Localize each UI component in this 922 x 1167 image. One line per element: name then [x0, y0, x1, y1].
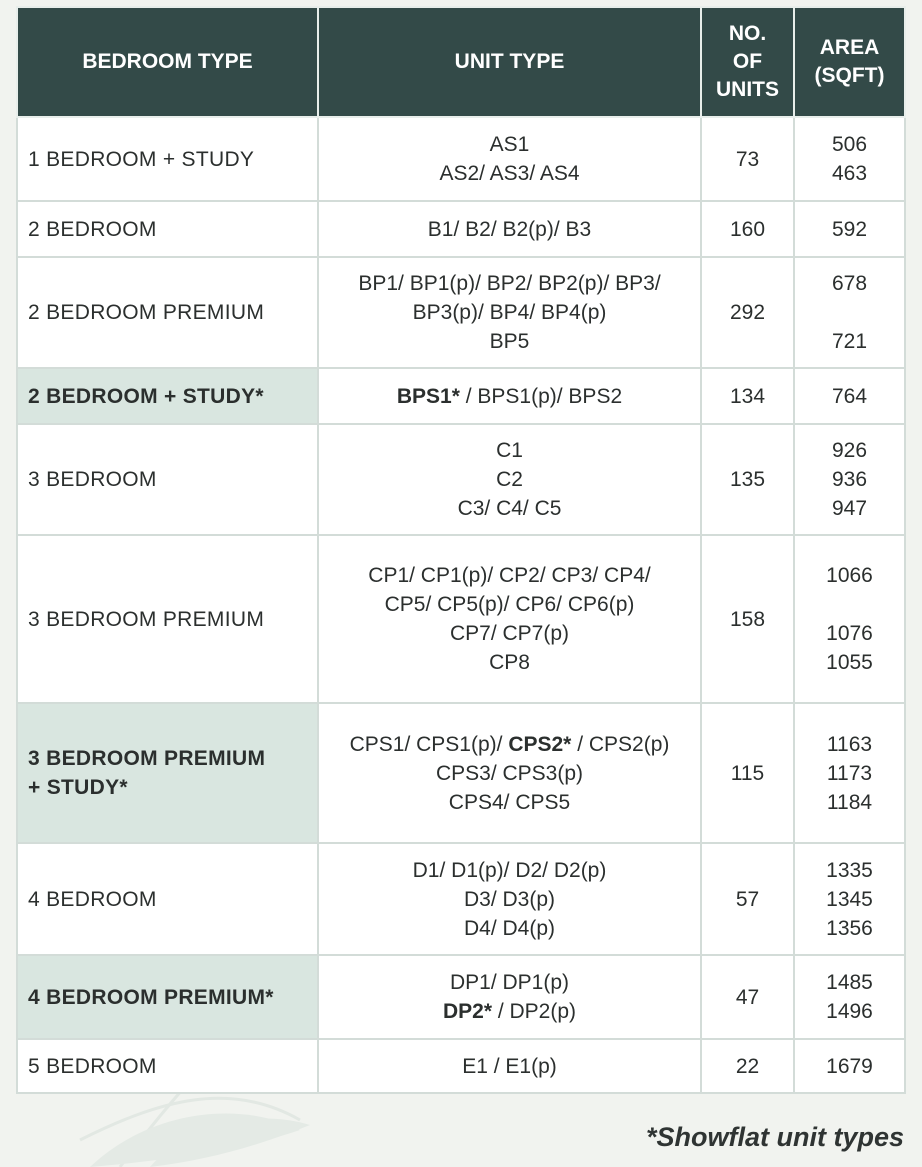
units-count-cell: 73 [701, 117, 794, 201]
area-cell [794, 535, 905, 703]
unit-type-line: CP8 [489, 651, 530, 674]
unit-type-cell [318, 257, 701, 368]
unit-type-line: D4/ D4(p) [463, 916, 556, 940]
unit-type-text: / BPS1(p)/ BPS2 [459, 384, 623, 408]
unit-type-cell [318, 424, 701, 535]
showflat-unit: BPS1* [396, 384, 460, 408]
unit-type-line: D1/ D1(p)/ D2/ D2(p) [412, 858, 607, 882]
unit-type-cell: E1 / E1(p) [318, 1039, 701, 1093]
unit-type-line [327, 997, 692, 1026]
unit-type-line: C2 [496, 468, 523, 491]
unit-type-line: AS2/ AS3/ AS4 [439, 162, 580, 185]
header-area [794, 7, 905, 117]
area-value: 678 [831, 272, 868, 295]
unit-type-cell [318, 117, 701, 201]
bedroom-type-line: + STUDY* [28, 776, 128, 799]
unit-type-line: CPS4/ CPS5 [448, 790, 571, 814]
table-row [17, 843, 905, 955]
bedroom-type-cell-showflat [17, 703, 318, 843]
table-row [17, 535, 905, 703]
area-value: 1356 [826, 916, 873, 940]
header-bedroom-type: BEDROOM TYPE [17, 7, 318, 117]
unit-mix-table-container [16, 6, 904, 1094]
units-count-cell: 135 [701, 424, 794, 535]
unit-type-line: BP5 [489, 330, 530, 353]
unit-type-line: BP3(p)/ BP4/ BP4(p) [412, 301, 607, 324]
area-value: 926 [831, 439, 868, 462]
area-spacer [803, 590, 896, 619]
header-area-line: AREA [819, 36, 880, 59]
table-row [17, 368, 905, 424]
area-cell: 764 [794, 368, 905, 424]
header-units-line: OF [732, 50, 763, 73]
area-cell [794, 843, 905, 955]
table-row [17, 1039, 905, 1093]
area-value: 463 [831, 162, 868, 185]
area-spacer [803, 298, 896, 327]
units-count-cell: 22 [701, 1039, 794, 1093]
unit-type-cell [318, 955, 701, 1039]
units-count-cell: 134 [701, 368, 794, 424]
table-row [17, 117, 905, 201]
unit-type-text: CPS1/ CPS1(p)/ [349, 732, 509, 756]
bedroom-type-cell: 5 BEDROOM [17, 1039, 318, 1093]
unit-type-line: CPS3/ CPS3(p) [435, 761, 584, 785]
area-value: 1184 [826, 790, 873, 814]
area-cell: 1679 [794, 1039, 905, 1093]
header-area-line: (SQFT) [814, 64, 885, 87]
unit-type-cell [318, 843, 701, 955]
unit-type-line: C3/ C4/ C5 [457, 497, 562, 520]
area-cell [794, 117, 905, 201]
bedroom-type-cell: 2 BEDROOM [17, 201, 318, 257]
area-cell [794, 424, 905, 535]
area-value: 947 [831, 497, 868, 520]
units-count-cell: 160 [701, 201, 794, 257]
area-cell: 592 [794, 201, 905, 257]
bedroom-type-line: 3 BEDROOM PREMIUM [28, 747, 266, 770]
unit-type-line: AS1 [489, 133, 530, 156]
units-count-cell: 158 [701, 535, 794, 703]
bedroom-type-cell: 1 BEDROOM + STUDY [17, 117, 318, 201]
unit-type-text: / DP2(p) [492, 1000, 577, 1023]
unit-type-line: BP1/ BP1(p)/ BP2/ BP2(p)/ BP3/ [358, 272, 661, 295]
area-value: 936 [831, 468, 868, 491]
area-value: 1496 [826, 1000, 873, 1023]
unit-type-line: DP1/ DP1(p) [449, 971, 570, 994]
unit-type-text: / CPS2(p) [571, 732, 670, 756]
bedroom-type-cell-showflat: 4 BEDROOM PREMIUM* [17, 955, 318, 1039]
area-cell [794, 257, 905, 368]
units-count-cell: 292 [701, 257, 794, 368]
unit-type-cell [318, 368, 701, 424]
header-no-of-units [701, 7, 794, 117]
units-count-cell: 47 [701, 955, 794, 1039]
showflat-unit: DP2* [442, 1000, 492, 1023]
unit-type-line: CP1/ CP1(p)/ CP2/ CP3/ CP4/ [368, 564, 651, 587]
table-row [17, 257, 905, 368]
area-value: 1173 [826, 761, 873, 785]
area-value: 1485 [826, 971, 873, 994]
area-value: 1066 [826, 564, 873, 587]
unit-type-line: D3/ D3(p) [463, 887, 556, 911]
area-value: 1345 [826, 887, 873, 911]
bedroom-type-cell: 2 BEDROOM PREMIUM [17, 257, 318, 368]
bedroom-type-cell-showflat: 2 BEDROOM + STUDY* [17, 368, 318, 424]
unit-type-cell [318, 535, 701, 703]
area-value: 1163 [826, 732, 873, 756]
unit-type-cell [318, 703, 701, 843]
header-units-line: UNITS [716, 78, 779, 101]
unit-mix-table [16, 6, 906, 1094]
area-value: 721 [831, 330, 868, 353]
bedroom-type-cell: 3 BEDROOM [17, 424, 318, 535]
table-row [17, 955, 905, 1039]
unit-type-line: CP7/ CP7(p) [449, 622, 570, 645]
area-value: 1055 [826, 651, 873, 674]
area-cell [794, 703, 905, 843]
table-row [17, 703, 905, 843]
bedroom-type-cell: 3 BEDROOM PREMIUM [17, 535, 318, 703]
table-row [17, 424, 905, 535]
unit-type-line: CP5/ CP5(p)/ CP6/ CP6(p) [384, 593, 635, 616]
unit-type-line: C1 [496, 439, 523, 462]
table-row [17, 201, 905, 257]
bedroom-type-cell: 4 BEDROOM [17, 843, 318, 955]
unit-type-line [327, 730, 692, 759]
header-unit-type: UNIT TYPE [318, 7, 701, 117]
units-count-cell: 57 [701, 843, 794, 955]
area-cell [794, 955, 905, 1039]
showflat-unit: CPS2* [508, 732, 572, 756]
area-value: 1335 [826, 858, 873, 882]
header-row [17, 7, 905, 117]
unit-type-cell: B1/ B2/ B2(p)/ B3 [318, 201, 701, 257]
units-count-cell: 115 [701, 703, 794, 843]
showflat-footnote: *Showflat unit types [645, 1122, 904, 1152]
header-units-line: NO. [728, 22, 767, 45]
area-value: 1076 [826, 622, 873, 645]
area-value: 506 [831, 133, 868, 156]
